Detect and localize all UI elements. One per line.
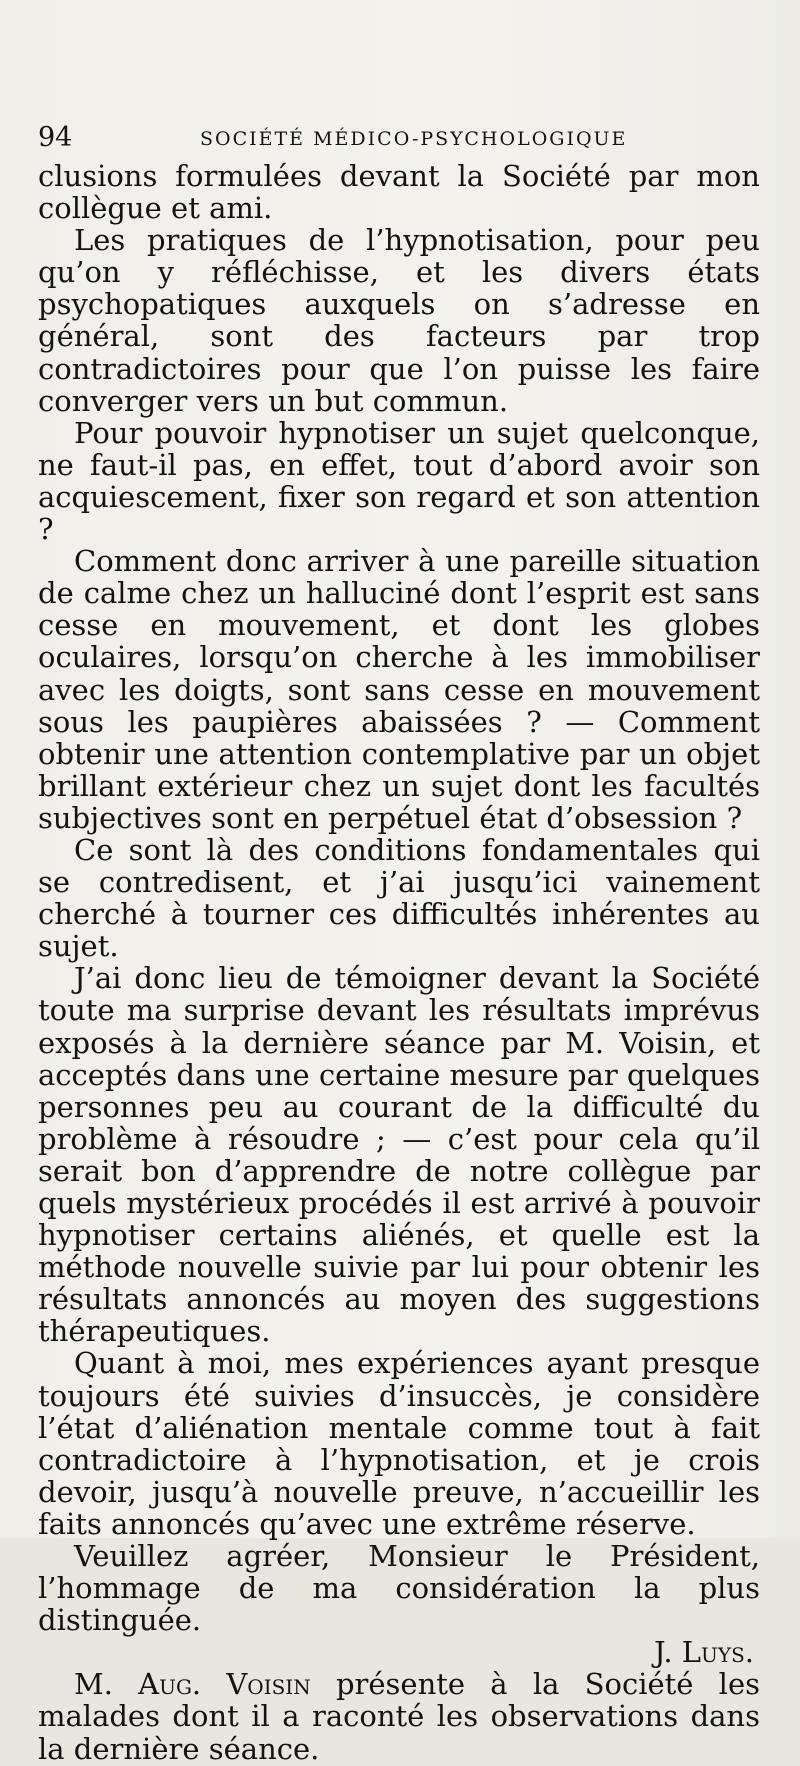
speaker-name: M. Aug. Voisin: [74, 1667, 311, 1702]
paragraph: Quant à moi, mes expériences ayant presque toujours été suivies d’insuccès, je considère l’état d’aliénation mentale comme tout à fait contradictoire à l’hypnotisation, et je crois devoir, jusqu’à nouvelle preuve, n’accueillir les faits annoncés qu’avec une extrême réserve.: [38, 1346, 760, 1541]
running-head: SOCIÉTÉ MÉDICO-PSYCHOLOGIQUE: [200, 128, 628, 150]
body-text: [38, 160, 760, 1765]
paragraph: Comment donc arriver à une pareille situation de calme chez un halluciné dont l’esprit est sans cesse en mouvement, et dont les globes oculaires, lorsqu’on cherche à les immobiliser avec les doigts, sont sans cesse en mouvement sous les paupières abaissées ? — Comment obtenir une attention contemplative par un objet brillant extérieur chez un sujet dont les facultés subjectives sont en perpétuel état d’obsession ?: [38, 544, 760, 835]
paragraph: Les pratiques de l’hypnotisation, pour peu qu’on y réfléchisse, et les divers états psychopatiques auxquels on s’adresse en général, sont des facteurs par trop contradictoires pour que l’on puisse les faire converger vers un but commun.: [38, 223, 760, 418]
paragraph: J’ai donc lieu de témoigner devant la Société toute ma surprise devant les résultats imprévus exposés à la dernière séance par M. Voisin, et acceptés dans une certaine mesure par quelques personnes peu au courant de la difficulté du problème à résoudre ; — c’est pour cela qu’il serait bon d’apprendre de notre collègue par quels mystérieux procédés il est arrivé à pouvoir hypnotiser certains aliénés, et quelle est la méthode nouvelle suivie par lui pour obtenir les résultats annoncés au moyen des suggestions thérapeutiques.: [38, 961, 760, 1349]
paragraph: Veuillez agréer, Monsieur le Président, l’hommage de ma considération la plus distinguée.: [38, 1539, 760, 1638]
page-header: [38, 116, 758, 156]
paragraph: Ce sont là des conditions fondamentales qui se contredisent, et j’ai jusqu’ici vainement cherché à tourner ces difficultés inhérentes au sujet.: [38, 832, 760, 964]
final-paragraph-text: présente à la Société les malades dont il a raconté les observations dans la dernière séance.: [38, 1667, 761, 1766]
final-paragraph: [38, 1668, 760, 1764]
paragraph: Pour pouvoir hypnotiser un sujet quelconque, ne faut-il pas, en effet, tout d’abord avoir son acquiescement, fixer son regard et son attention ?: [38, 415, 760, 547]
page-number: 94: [38, 122, 73, 153]
signature: J. Luys.: [653, 1635, 754, 1670]
paragraph-continuation: clusions formulées devant la Société par mon collègue et ami.: [38, 159, 760, 226]
